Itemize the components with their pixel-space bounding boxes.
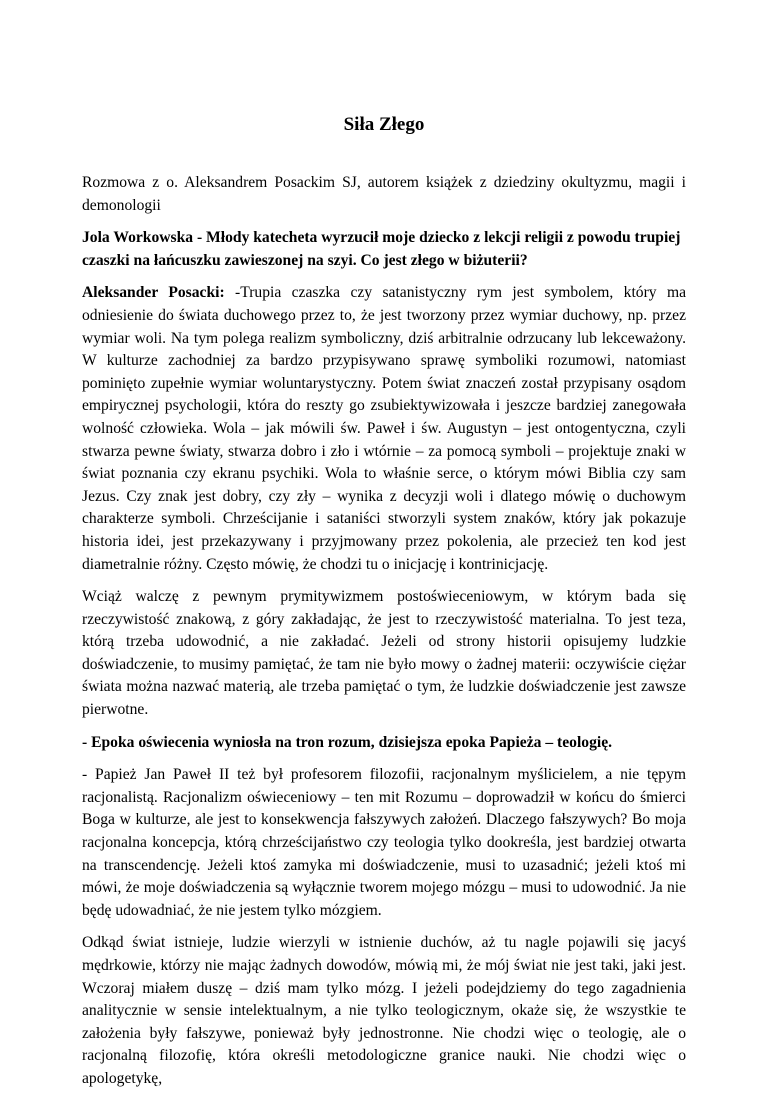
speaker-name: Aleksander Posacki: — [82, 284, 225, 302]
document-body — [82, 172, 686, 1101]
document-title: Siła Złego — [343, 114, 425, 135]
intro-paragraph: Rozmowa z o. Aleksandrem Posackim SJ, autorem książek z dziedziny okultyzmu, magii i demonologii — [82, 174, 686, 214]
question-paragraph: - Epoka oświecenia wyniosła na tron rozum, dzisiejsza epoka Papieża – teologię. — [82, 733, 613, 751]
body-paragraph: Wciąż walczę z pewnym prymitywizmem postoświeceniowym, w którym bada się rzeczywistość znakową, z góry zakładając, że jest to rzeczywistość materialna. To jest teza, którą trzeba udowodnić, a nie zakładać. Jeżeli od strony historii opisujemy ludzkie doświadczenie, to musimy pamiętać, że tam nie było mowy o żadnej materii: oczywiście ciężar świata można nazwać materią, ale trzeba pamiętać o tym, że ludzkie doświadczenie jest zawsze pierwotne. — [82, 588, 686, 719]
question-paragraph: Jola Workowska - Młody katecheta wyrzucił moje dziecko z lekcji religii z powodu trupiej czaszki na łańcuszku zawieszonej na szyi. Co jest złego w biżuterii? — [82, 229, 681, 269]
answer-text: -Trupia czaszka czy satanistyczny rym jest symbolem, który ma odniesienie do świata duchowego przez to, że jest tworzony przez wymiar duchowy, np. przez wymiar woli. Na tym polega realizm symboliczny, dziś arbitralnie odrzucany lub lekceważony. W kulturze zachodniej za bardzo przypisywano sprawę symboliki rozumowi, natomiast pominięto zupełnie wymiar woluntarystyczny. Potem świat znaczeń został przypisany osądom empirycznej psychologii, która do reszty go zsubiektywizowała i jeszcze bardziej zanegowała wolność człowieka. Wola – jak mówili św. Paweł i św. Augustyn – jest ontogentyczna, czyli stwarza pewne światy, stwarza dobro i zło i wtórnie – za pomocą symboli – projektuje znaki w świat poznania czy ekranu psychiki. Wola to właśnie serce, o którym mówi Biblia czy sam Jezus. Czy znak jest dobry, czy zły – wynika z decyzji woli i dlatego mówię o duchowym charakterze symboli. Chrześcijanie i sataniści stworzyli system znaków, który jak pokazuje historia idei, jest przekazywany i przyjmowany przez pokolenia, ale przecież ten kod jest diametralnie różny. Często mówię, że chodzi tu o inicjację i kontrinicjację. — [82, 284, 686, 573]
body-paragraph: Odkąd świat istnieje, ludzie wierzyli w istnienie duchów, aż tu nagle pojawili się jacyś mędrkowie, którzy nie mając żadnych dowodów, mówią mi, że mój świat nie jest taki, jaki jest. Wczoraj miałem duszę – dziś mam tylko mózg. I jeżeli podejdziemy do tego zagadnienia analitycznie w sensie intelektualnym, a nie tylko teologicznym, okaże się, że wszystkie te założenia były fałszywe, ponieważ były jednostronne. Nie chodzi więc o teologię, ale o racjonalną filozofię, która określi metodologiczne granice nauki. Nie chodzi więc o apologetykę, — [82, 934, 686, 1087]
answer-paragraph: - Papież Jan Paweł II też był profesorem filozofii, racjonalnym myślicielem, a nie tępym racjonalistą. Racjonalizm oświeceniowy – ten mit Rozumu – doprowadził w końcu do śmierci Boga w kulturze, ale jest to konsekwencja fałszywych założeń. Dlaczego fałszywych? Bo moja racjonalna koncepcja, którą chrześcijaństwo czy teologia tylko dookreśla, jest bardziej otwarta na transcendencję. Jeżeli ktoś zamyka mi doświadczenie, musi to uzasadnić; jeżeli ktoś mi mówi, że moje doświadczenia są wyłącznie tworem mojego mózgu – musi to udowodnić. Ja nie będę udowadniać, że nie jestem tylko mózgiem. — [82, 766, 686, 919]
answer-paragraph — [82, 282, 686, 576]
